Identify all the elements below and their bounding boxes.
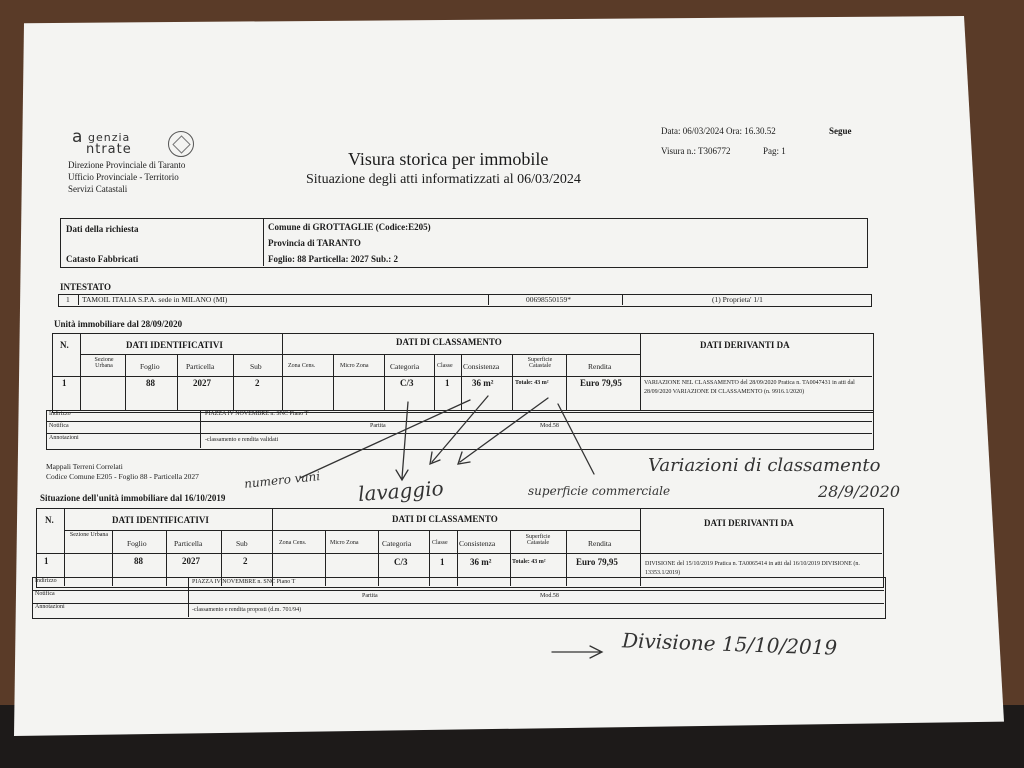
s2-annotazioni: -classamento e rendita proposti (d.m. 701/94) — [192, 607, 302, 613]
intestato-right: (1) Proprieta' 1/1 — [712, 295, 763, 304]
stroke-superficie — [558, 404, 594, 474]
s1-superficie: Totale: 43 m² — [515, 380, 549, 386]
s2-c-particella: Particella — [174, 539, 203, 548]
s1-categoria: C/3 — [400, 378, 414, 388]
s1-c-sub: Sub — [250, 362, 262, 371]
office-line-3: Servizi Catastali — [68, 184, 128, 194]
arrow-superficie — [458, 398, 548, 464]
s1-notifica-label: Notifica — [49, 423, 69, 429]
s2-c-foglio: Foglio — [127, 539, 147, 548]
s1-classe: 1 — [445, 378, 450, 388]
s1-h-deriv: DATI DERIVANTI DA — [700, 340, 790, 350]
s2-h-n: N. — [45, 515, 54, 525]
s2-rendita: Euro 79,95 — [576, 557, 618, 567]
arrow-lavaggio — [396, 402, 408, 480]
s1-c-micro: Micro Zona — [340, 363, 369, 369]
s2-particella: 2027 — [182, 556, 200, 566]
s2-h-ident: DATI IDENTIFICATIVI — [112, 515, 209, 525]
s1-annotazioni: -classamento e rendita validati — [205, 437, 279, 443]
visura-number: Visura n.: T306772 — [661, 146, 731, 156]
provincia: Provincia di TARANTO — [268, 238, 361, 248]
s2-c-sub: Sub — [236, 539, 248, 548]
s1-indirizzo: PIAZZA IV NOVEMBRE n. SNC Piano T — [205, 411, 309, 417]
intestato-title: INTESTATO — [60, 282, 112, 292]
s1-h-ident: DATI IDENTIFICATIVI — [126, 340, 223, 350]
s1-c-sezione: Sezione Urbana — [94, 357, 114, 369]
mappali-title: Mappali Terreni Correlati — [46, 462, 123, 471]
hw-variazione: Variazioni di classamento — [648, 455, 881, 476]
s2-deriv: DIVISIONE del 15/10/2019 Pratica n. TA0065414 in atti dal 16/10/2019 DIVISIONE (n. 13353.1/2019) — [645, 561, 860, 576]
s2-c-classe: Classe — [432, 540, 448, 546]
agency-logo-a: a — [72, 127, 83, 147]
intestato-cf: 00698550159* — [526, 295, 571, 304]
s1-partita-label: Partita — [370, 423, 386, 429]
s2-c-consistenza: Consistenza — [459, 539, 496, 548]
s2-c-micro: Micro Zona — [330, 540, 359, 546]
agency-logo-top: genzia — [88, 131, 131, 144]
s1-n: 1 — [62, 378, 67, 388]
s1-c-rendita: Rendita — [588, 362, 612, 371]
s1-annotazioni-label: Annotazioni — [49, 435, 79, 441]
foglio-particella: Foglio: 88 Particella: 2027 Sub.: 2 — [268, 254, 398, 264]
s1-c-classe: Classe — [437, 363, 453, 369]
s2-notifica-label: Notifica — [35, 591, 55, 597]
s1-mod-label: Mod.58 — [540, 423, 559, 429]
s1-c-superficie: Superficie Catastale — [527, 357, 553, 369]
s1-h-n: N. — [60, 340, 69, 350]
s1-c-categoria: Categoria — [390, 362, 420, 371]
section1-title: Unità immobiliare dal 28/09/2020 — [54, 319, 183, 329]
request-label: Dati della richiesta — [66, 224, 139, 234]
s2-c-zona: Zona Cens. — [279, 540, 307, 546]
hw-variazione-date: 28/9/2020 — [818, 482, 901, 501]
s2-foglio: 88 — [134, 556, 143, 566]
arrow-consistenza — [430, 396, 488, 464]
page-subtitle: Situazione degli atti informatizzati al 06/03/2024 — [306, 172, 581, 187]
s2-h-class: DATI DI CLASSAMENTO — [392, 514, 498, 524]
s2-categoria: C/3 — [394, 557, 408, 567]
s2-mod-label: Mod.58 — [540, 593, 559, 599]
intestato-name: TAMOIL ITALIA S.P.A. sede in MILANO (MI) — [82, 295, 228, 304]
s2-partita-label: Partita — [362, 593, 378, 599]
s1-c-consistenza: Consistenza — [463, 362, 500, 371]
catasto-label: Catasto Fabbricati — [66, 254, 139, 264]
s1-indirizzo-label: Indirizzo — [49, 411, 71, 417]
section2-title: Situazione dell'unità immobiliare dal 16/10/2019 — [40, 493, 226, 503]
s2-classe: 1 — [440, 557, 445, 567]
s1-particella: 2027 — [193, 378, 211, 388]
s1-c-foglio: Foglio — [140, 362, 160, 371]
s2-c-categoria: Categoria — [382, 539, 412, 548]
hw-lavaggio: lavaggio — [357, 476, 445, 506]
s2-h-deriv: DATI DERIVANTI DA — [704, 518, 794, 528]
segue-label: Segue — [829, 126, 852, 136]
s2-n: 1 — [44, 556, 49, 566]
agency-logo-bottom: ntrate — [86, 142, 132, 157]
s2-consistenza: 36 m² — [470, 557, 492, 567]
s1-deriv: VARIAZIONE NEL CLASSAMENTO del 28/09/2020 Pratica n. TA0047431 in atti dal 28/09/2020 VARIAZIONE DI CLASSAMENTO (n. 9916.1/2020) — [644, 380, 855, 395]
s2-annotazioni-label: Annotazioni — [35, 604, 65, 610]
page-title: Visura storica per immobile — [348, 149, 549, 169]
s1-foglio: 88 — [146, 378, 155, 388]
hw-divisione: Divisione 15/10/2019 — [621, 628, 838, 660]
s2-c-rendita: Rendita — [588, 539, 612, 548]
s2-indirizzo: PIAZZA IV NOVEMBRE n. SNC Piano T — [192, 579, 296, 585]
office-line-2: Ufficio Provinciale - Territorio — [68, 172, 179, 182]
office-line-1: Direzione Provinciale di Taranto — [68, 160, 186, 170]
hw-numero-vani: numero vani — [243, 469, 321, 491]
s2-superficie: Totale: 43 m² — [512, 559, 546, 565]
intestato-num: 1 — [66, 295, 70, 304]
s1-sub: 2 — [255, 378, 260, 388]
s2-sub: 2 — [243, 556, 248, 566]
arrow-divisione — [552, 646, 602, 658]
hw-superficie: superficie commerciale — [528, 484, 671, 498]
mappali-detail: Codice Comune E205 - Foglio 88 - Particella 2027 — [46, 472, 199, 481]
date-line: Data: 06/03/2024 Ora: 16.30.52 — [661, 126, 776, 136]
s1-consistenza: 36 m² — [472, 378, 494, 388]
arrow-numero-vani — [300, 400, 470, 478]
s1-rendita: Euro 79,95 — [580, 378, 622, 388]
s1-c-particella: Particella — [186, 362, 215, 371]
s2-c-sezione: Sezione Urbana — [69, 532, 109, 538]
s2-c-superficie: Superficie Catastale — [525, 534, 551, 546]
s1-c-zona: Zona Cens. — [288, 363, 316, 369]
page-number: Pag: 1 — [763, 146, 786, 156]
s2-indirizzo-label: Indirizzo — [35, 578, 57, 584]
comune: Comune di GROTTAGLIE (Codice:E205) — [268, 222, 431, 232]
s1-h-class: DATI DI CLASSAMENTO — [396, 337, 502, 347]
